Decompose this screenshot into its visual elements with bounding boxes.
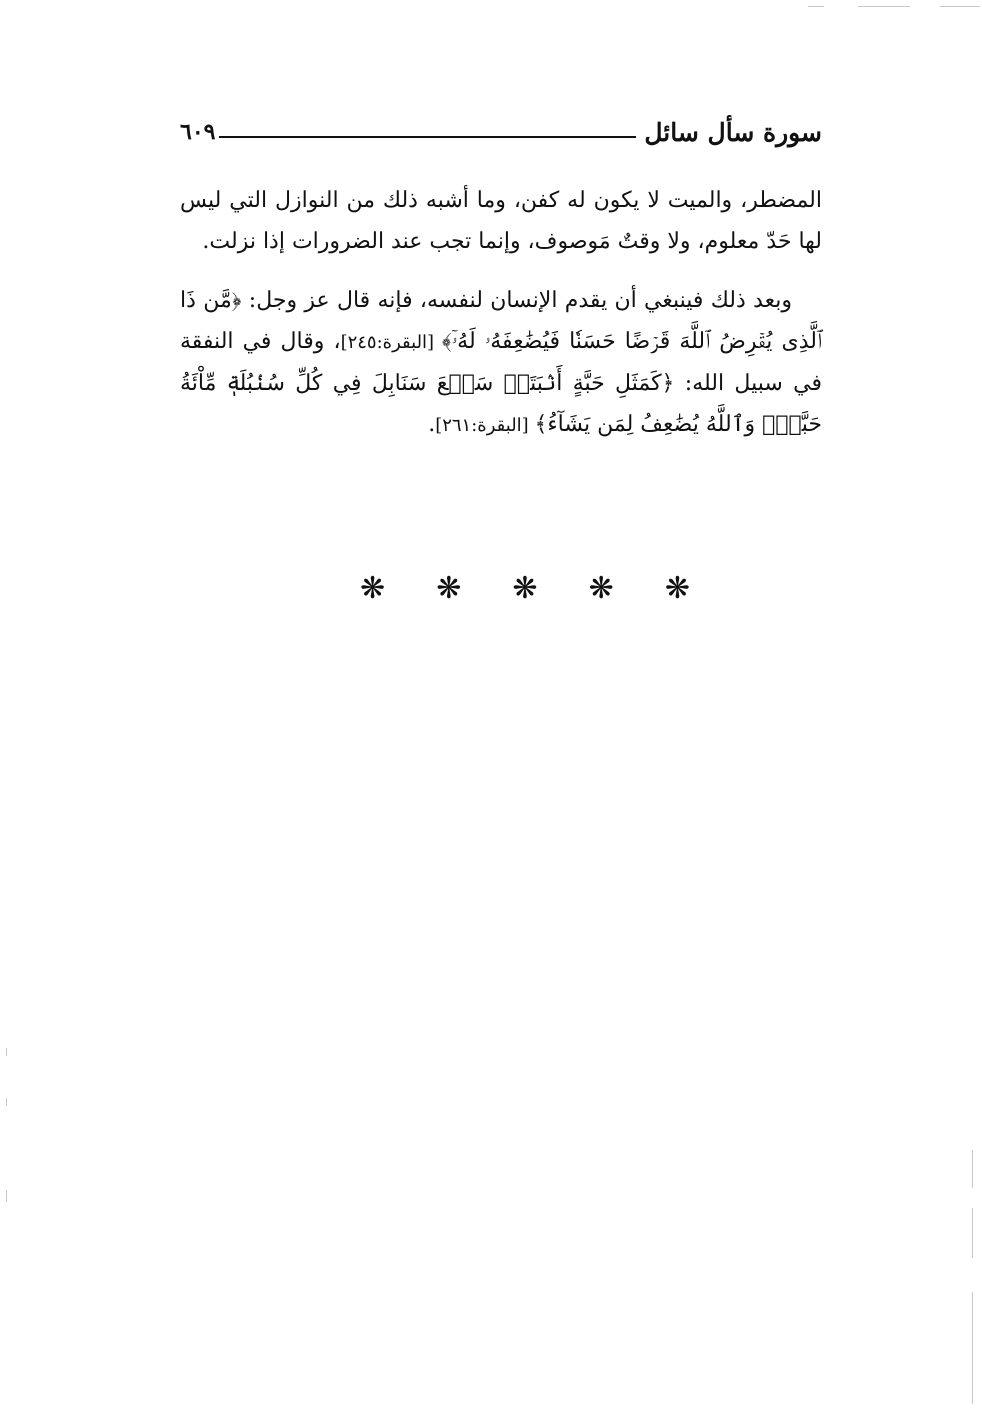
scan-mark-edge: [972, 1208, 973, 1258]
separator-star: ❋: [360, 571, 386, 606]
verse-citation-1: [البقرة:٢٤٥]: [340, 332, 442, 353]
scan-mark-edge: [972, 1150, 973, 1188]
scan-mark-top: [858, 6, 910, 7]
scan-mark-edge: [6, 1048, 7, 1056]
verse-citation-2: [البقرة:٢٦١]: [435, 415, 535, 436]
page-number: ٦٠٩: [180, 119, 216, 145]
scan-mark-top: [808, 6, 824, 7]
separator-star: ❋: [512, 571, 538, 606]
body-text: [180, 180, 822, 446]
section-separator: [360, 571, 690, 606]
paragraph-2-end: .: [428, 412, 436, 437]
paragraph-2-intro: وبعد ذلك فينبغي أن يقدم الإنسان لنفسه، فإنه قال عز وجل:: [241, 288, 792, 313]
paragraph-1: [180, 180, 822, 262]
page-header: [180, 112, 822, 152]
separator-star: ❋: [436, 571, 462, 606]
quran-verse-2: ﴿كَمَثَلِ حَبَّةٍ أَنۢبَتَتۡ سَبۡعَ سَنَابِلَ فِي كُلِّ سُنۢبُلَةٖ مِّاْئَةُ حَبَّةٖۗ وَٱللَّهُ يُضَٰعِفُ لِمَن يَشَآءُ﴾: [180, 371, 822, 437]
paragraph-2: [180, 280, 822, 446]
running-header-title: سورة سأل سائل: [644, 117, 822, 147]
scan-mark-edge: [6, 1098, 7, 1106]
quran-verse-1: ﴿مَّن ذَا ٱلَّذِى يُقۡرِضُ ٱللَّهَ قَرۡضًا حَسَنٗا فَيُضَٰعِفَهُۥ لَهُۥٓ﴾: [180, 288, 822, 354]
header-rule: [219, 136, 636, 138]
separator-star: ❋: [588, 571, 614, 606]
separator-star: ❋: [664, 571, 690, 606]
scan-mark-edge: [972, 1292, 973, 1404]
scan-mark-top: [940, 6, 980, 7]
scan-mark-edge: [6, 1190, 7, 1202]
paragraph-2-middle: ، وقال في النفقة في سبيل الله:: [180, 329, 822, 396]
paragraph-1-text: المضطر، والميت لا يكون له كفن، وما أشبه ذلك من النوازل التي ليس لها حَدّ معلوم، ولا وقتٌ مَوصوف، وإنما تجب عند الضرورات إذا نزلت.: [180, 188, 822, 254]
